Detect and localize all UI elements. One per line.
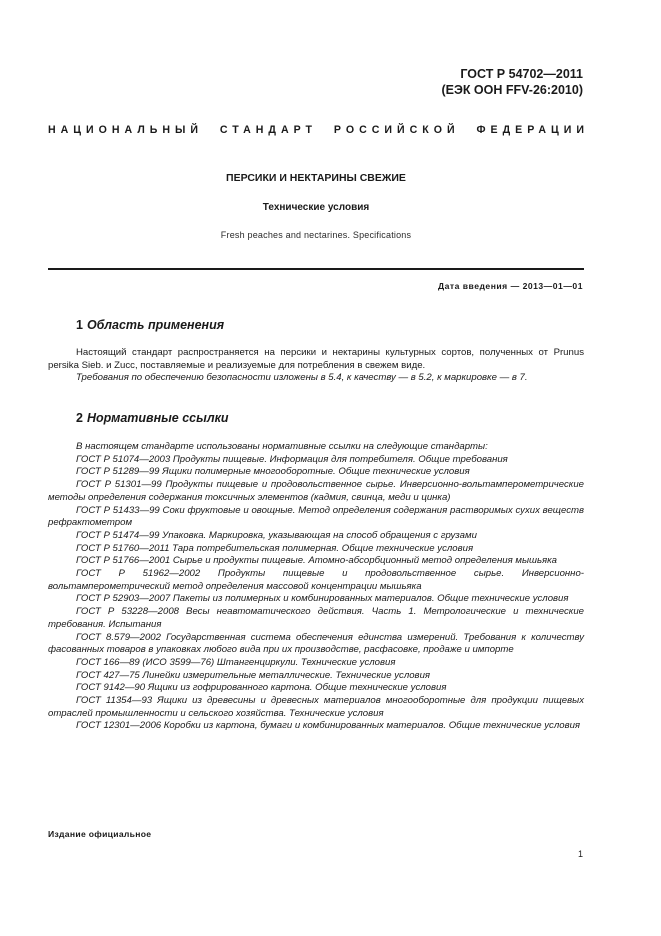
section-number: 2 xyxy=(76,411,83,425)
paragraph: Настоящий стандарт распространяется на персики и нектарины культурных сортов, полученных от Prunus persika Sieb. и Zucc, поставляемые и реализуемые для потребления в свежем виде. xyxy=(48,347,584,371)
national-standard-banner xyxy=(48,124,589,136)
banner-word: ФЕДЕРАЦИИ xyxy=(476,124,589,136)
section-title: Область применения xyxy=(86,318,225,332)
banner-word: РОССИЙСКОЙ xyxy=(333,124,460,136)
reference-item: ГОСТ Р 51962—2002 Продукты пищевые и продовольственное сырье. Инверсионно-вольтамперометрический метод определения массовой концентрации мышьяка xyxy=(48,568,584,592)
reference-item: ГОСТ 9142—90 Ящики из гофрированного картона. Общие технические условия xyxy=(76,682,447,694)
section-2-heading xyxy=(76,411,229,425)
document-subtitle: Технические условия xyxy=(262,202,370,213)
paragraph: В настоящем стандарте использованы нормативные ссылки на следующие стандарты: xyxy=(76,441,488,452)
page-number: 1 xyxy=(577,849,583,859)
document-number: ГОСТ Р 54702—2011 xyxy=(460,67,583,81)
section-1-body xyxy=(48,347,584,385)
english-title: Fresh peaches and nectarines. Specifications xyxy=(220,230,412,240)
introduction-date: Дата введения — 2013—01—01 xyxy=(437,281,583,291)
section-title: Нормативные ссылки xyxy=(86,411,229,425)
reference-item: ГОСТ Р 53228—2008 Весы неавтоматического действия. Часть 1. Метрологические и технические требования. Испытания xyxy=(48,606,584,630)
reference-item: ГОСТ 166—89 (ИСО 3599—76) Штангенциркули. Технические условия xyxy=(76,656,396,668)
reference-item: ГОСТ 12301—2006 Коробки из картона, бумаги и комбинированных материалов. Общие технические условия xyxy=(76,720,581,732)
reference-item: ГОСТ 11354—93 Ящики из древесины и древесных материалов многооборотные для продукции пищевых отраслей промышленности и сельского хозяйства. Технические условия xyxy=(48,695,584,719)
official-edition-label: Издание официальное xyxy=(48,829,152,839)
reference-item: ГОСТ 8.579—2002 Государственная система обеспечения единства измерений. Требования к количеству фасованных товаров в упаковках любого вида при их производстве, расфасовке, продаже и импорте xyxy=(48,631,584,656)
title-divider xyxy=(48,268,584,270)
banner-word: НАЦИОНАЛЬНЫЙ xyxy=(48,124,204,136)
reference-item: ГОСТ Р 51289—99 Ящики полимерные многооборотные. Общие технические условия xyxy=(76,466,470,478)
reference-item: ГОСТ Р 51760—2011 Тара потребительская полимерная. Общие технические условия xyxy=(76,542,474,554)
section-number: 1 xyxy=(76,318,83,332)
document-title: ПЕРСИКИ И НЕКТАРИНЫ СВЕЖИЕ xyxy=(226,172,406,184)
document-reference: (ЕЭК ООН FFV-26:2010) xyxy=(441,83,583,97)
section-2-body xyxy=(48,441,584,733)
reference-item: ГОСТ 427—75 Линейки измерительные металлические. Технические условия xyxy=(76,669,431,681)
section-1-heading xyxy=(76,318,224,332)
banner-word: СТАНДАРТ xyxy=(219,124,318,136)
reference-item: ГОСТ Р 51301—99 Продукты пищевые и продовольственное сырье. Инверсионно-вольтамперометрические методы определения содержания токсичных элементов (кадмия, свинца, меди и цинка) xyxy=(48,479,584,503)
reference-item: ГОСТ Р 51074—2003 Продукты пищевые. Информация для потребителя. Общие требования xyxy=(76,453,508,465)
reference-item: ГОСТ Р 51433—99 Соки фруктовые и овощные. Метод определения содержания растворимых сухих веществ рефрактометром xyxy=(48,504,584,529)
reference-item: ГОСТ Р 51766—2001 Сырье и продукты пищевые. Атомно-абсорбционный метод определения мышьяка xyxy=(76,555,558,567)
reference-item: ГОСТ Р 52903—2007 Пакеты из полимерных и комбинированных материалов. Общие технические условия xyxy=(76,593,569,605)
reference-item: ГОСТ Р 51474—99 Упаковка. Маркировка, указывающая на способ обращения с грузами xyxy=(76,529,477,541)
paragraph: Требования по обеспечению безопасности изложены в 5.4, к качеству — в 5.2, к маркировке — в 7. xyxy=(76,372,528,384)
